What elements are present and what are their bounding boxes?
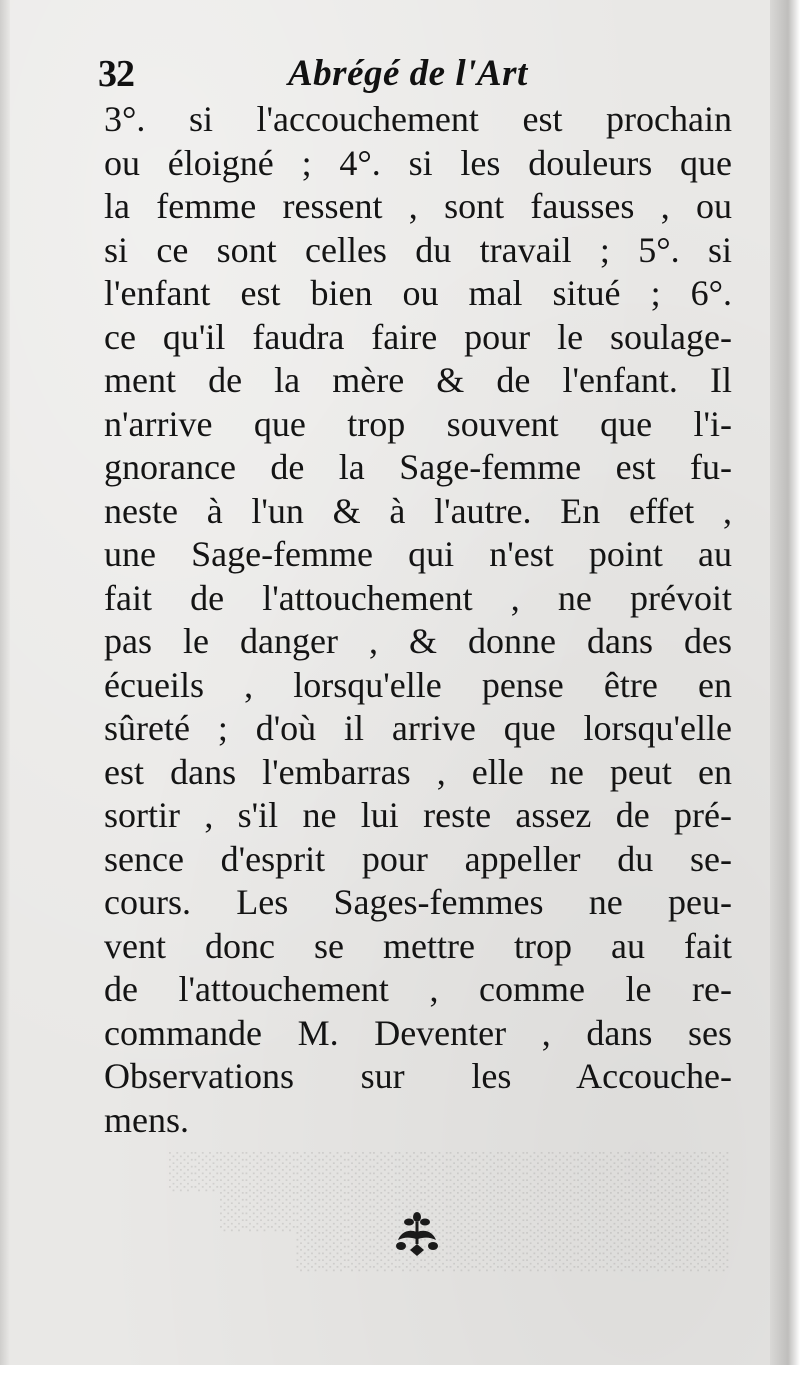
text-line: vent donc se mettre trop au fait [104, 925, 732, 966]
text-line: ou éloigné ; 4°. si les douleurs que [104, 142, 732, 183]
text-line: mens. [104, 1099, 189, 1140]
body-text [104, 98, 732, 1142]
text-line: sortir , s'il ne lui reste assez de pré- [104, 795, 732, 835]
page-right-edge [770, 0, 800, 1373]
text-line: de l'attouchement , comme le re- [104, 969, 732, 1009]
text-line: n'arrive que trop souvent que l'i- [104, 403, 732, 444]
text-line: la femme ressent , sont fausses , ou [104, 186, 732, 226]
text-line: est dans l'embarras , elle ne peut en [104, 751, 732, 792]
text-line: fait de l'attouchement , ne prévoit [104, 577, 732, 618]
text-line: neste à l'un & à l'autre. En effet , [104, 490, 732, 531]
running-title: Abrégé de l'Art [288, 53, 528, 94]
text-line: l'enfant est bien ou mal situé ; 6°. [104, 273, 732, 313]
text-line: cours. Les Sages-femmes ne peu- [104, 882, 732, 922]
page-left-shadow [0, 0, 10, 1373]
text-line: pas le danger , & donne dans des [104, 621, 732, 661]
text-line: gnorance de la Sage-femme est fu- [104, 447, 732, 487]
fleuron-ornament-icon [392, 1210, 442, 1258]
text-line: Observations sur les Accouche- [104, 1056, 732, 1096]
page-number: 32 [98, 53, 134, 95]
page-bottom-edge [0, 1365, 800, 1373]
text-line: sûreté ; d'où il arrive que lorsqu'elle [104, 708, 732, 748]
text-line: une Sage-femme qui n'est point au [104, 534, 732, 574]
text-line: ment de la mère & de l'enfant. Il [104, 360, 732, 400]
show-through-bleed: ░░░░░░░░░░░░░░░░░░░░░░ ░░░░░░░░░░░░░░░░░░░░ ░░░░░░░░░░░░░░░░░ [168, 1150, 730, 1270]
text-line: écueils , lorsqu'elle pense être en [104, 664, 732, 705]
text-line: 3°. si l'accouchement est prochain [104, 99, 732, 139]
text-line: commande M. Deventer , dans ses [104, 1012, 732, 1053]
text-line: si ce sont celles du travail ; 5°. si [104, 229, 732, 270]
text-line: sence d'esprit pour appeller du se- [104, 838, 732, 879]
page-header [98, 52, 738, 102]
text-line: ce qu'il faudra faire pour le soulage- [104, 316, 732, 357]
